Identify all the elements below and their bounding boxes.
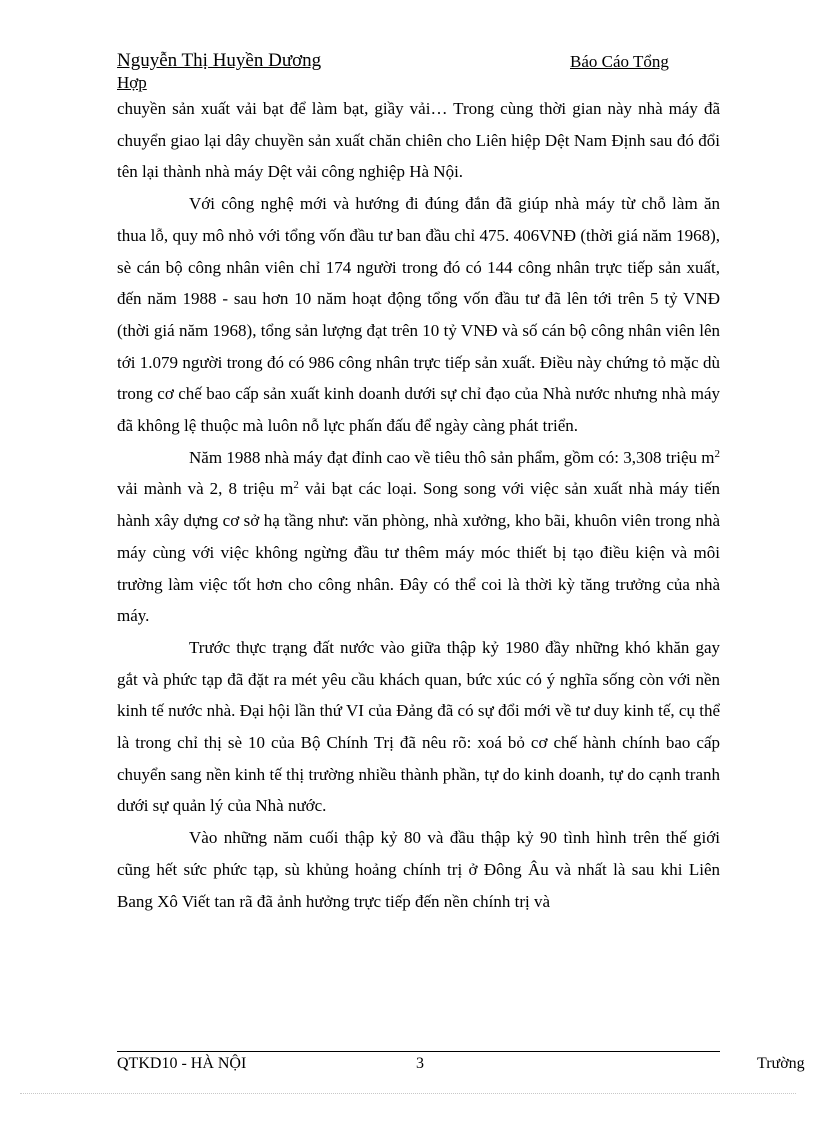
paragraph-3-part-c: vải bạt các loại. Song song với việc sản xuất nhà máy tiến hành xây dựng cơ sở hạ tầng như: văn phòng, nhà xưởng, kho bãi, khuôn viên trong nhà máy cùng với việc không ngừng đầu tư thêm máy móc thiết bị tạo điều kiện và môi trường làm việc tốt hơn cho công nhân. Đây có thể coi là thời kỳ tăng trưởng của nhà máy. (117, 479, 721, 626)
paragraph-2: Với công nghệ mới và hướng đi đúng đắn đã giúp nhà máy từ chỗ làm ăn thua lỗ, quy mô nhỏ với tổng vốn đầu tư ban đầu chỉ 475. 406VNĐ (thời giá năm 1968), sè cán bộ công nhân viên chỉ 174 người trong đó có 144 công nhân trực tiếp sản xuất, đến năm 1988 - sau hơn 10 năm hoạt động tổng vốn đầu tư đã lên tới trên 5 tỷ VNĐ (thời giá năm 1968), tổng sản lượng đạt trên 10 tỷ VNĐ và số cán bộ công nhân viên lên tới 1.079 người trong đó có 986 công nhân trực tiếp sản xuất. Điều này chứng tỏ mặc dù trong cơ chế bao cấp sản xuất kinh doanh dưới sự chỉ đạo của Nhà nước nhưng nhà máy đã không lệ thuộc mà luôn nỗ lực phấn đấu để ngày càng phát triển. (117, 194, 720, 436)
header-report-title: Báo Cáo Tổng (570, 52, 669, 71)
paragraph-4: Trước thực trạng đất nước vào giữa thập kỷ 1980 đầy những khó khăn gay gắt và phức tạp đã đặt ra mét yêu cầu khách quan, bức xúc có ý nghĩa sống còn với nền kinh tế nước nhà. Đại hội lần thứ VI của Đảng đã có sự đổi mới về tư duy kinh tế, cụ thể là trong chỉ thị sè 10 của Bộ Chính Trị đã nêu rõ: xoá bỏ cơ chế hành chính bao cấp chuyển sang nền kinh tế thị trường nhiều thành phần, tự do kinh doanh, tự do cạnh tranh dưới sự quản lý của Nhà nước. (117, 637, 720, 816)
superscript-2: 2 (714, 447, 720, 460)
paragraph-5: Vào những năm cuối thập kỷ 80 và đầu thập kỷ 90 tình hình trên thế giới cũng hết sức phức tạp, sù khủng hoảng chính trị ở Đông Âu và nhất là sau khi Liên Bang Xô Viết tan rã đã ảnh hưởng trực tiếp đến nền chính trị và (117, 828, 720, 911)
footer-page-number: 3 (416, 1055, 424, 1072)
paragraph-1: chuyền sản xuất vải bạt để làm bạt, giầy vải… Trong cùng thời gian này nhà máy đã chuyển giao lại dây chuyền sản xuất chăn chiên cho Liên hiệp Dệt Nam Định sau đó đổi tên lại thành nhà máy Dệt vải công nghiệp Hà Nội. (117, 99, 720, 182)
footer-rule (117, 1051, 720, 1052)
footer-school-label: Trường (757, 1055, 805, 1072)
body-text (117, 93, 720, 917)
page-header (117, 50, 717, 72)
paragraph-3-part-a: Năm 1988 nhà máy đạt đỉnh cao về tiêu thô sản phẩm, gồm có: 3,308 triệu m (189, 447, 715, 467)
header-report-title-continued: Hợp (117, 73, 147, 92)
paragraph-3-part-b: vải mành và 2, 8 triệu m (117, 479, 294, 499)
page-bottom-edge (20, 1093, 796, 1094)
superscript-2: 2 (293, 479, 299, 492)
header-author: Nguyễn Thị Huyền Dương (117, 50, 322, 71)
footer-class-label: QTKD10 - HÀ NỘI (117, 1055, 247, 1072)
paragraph-3 (117, 442, 720, 632)
